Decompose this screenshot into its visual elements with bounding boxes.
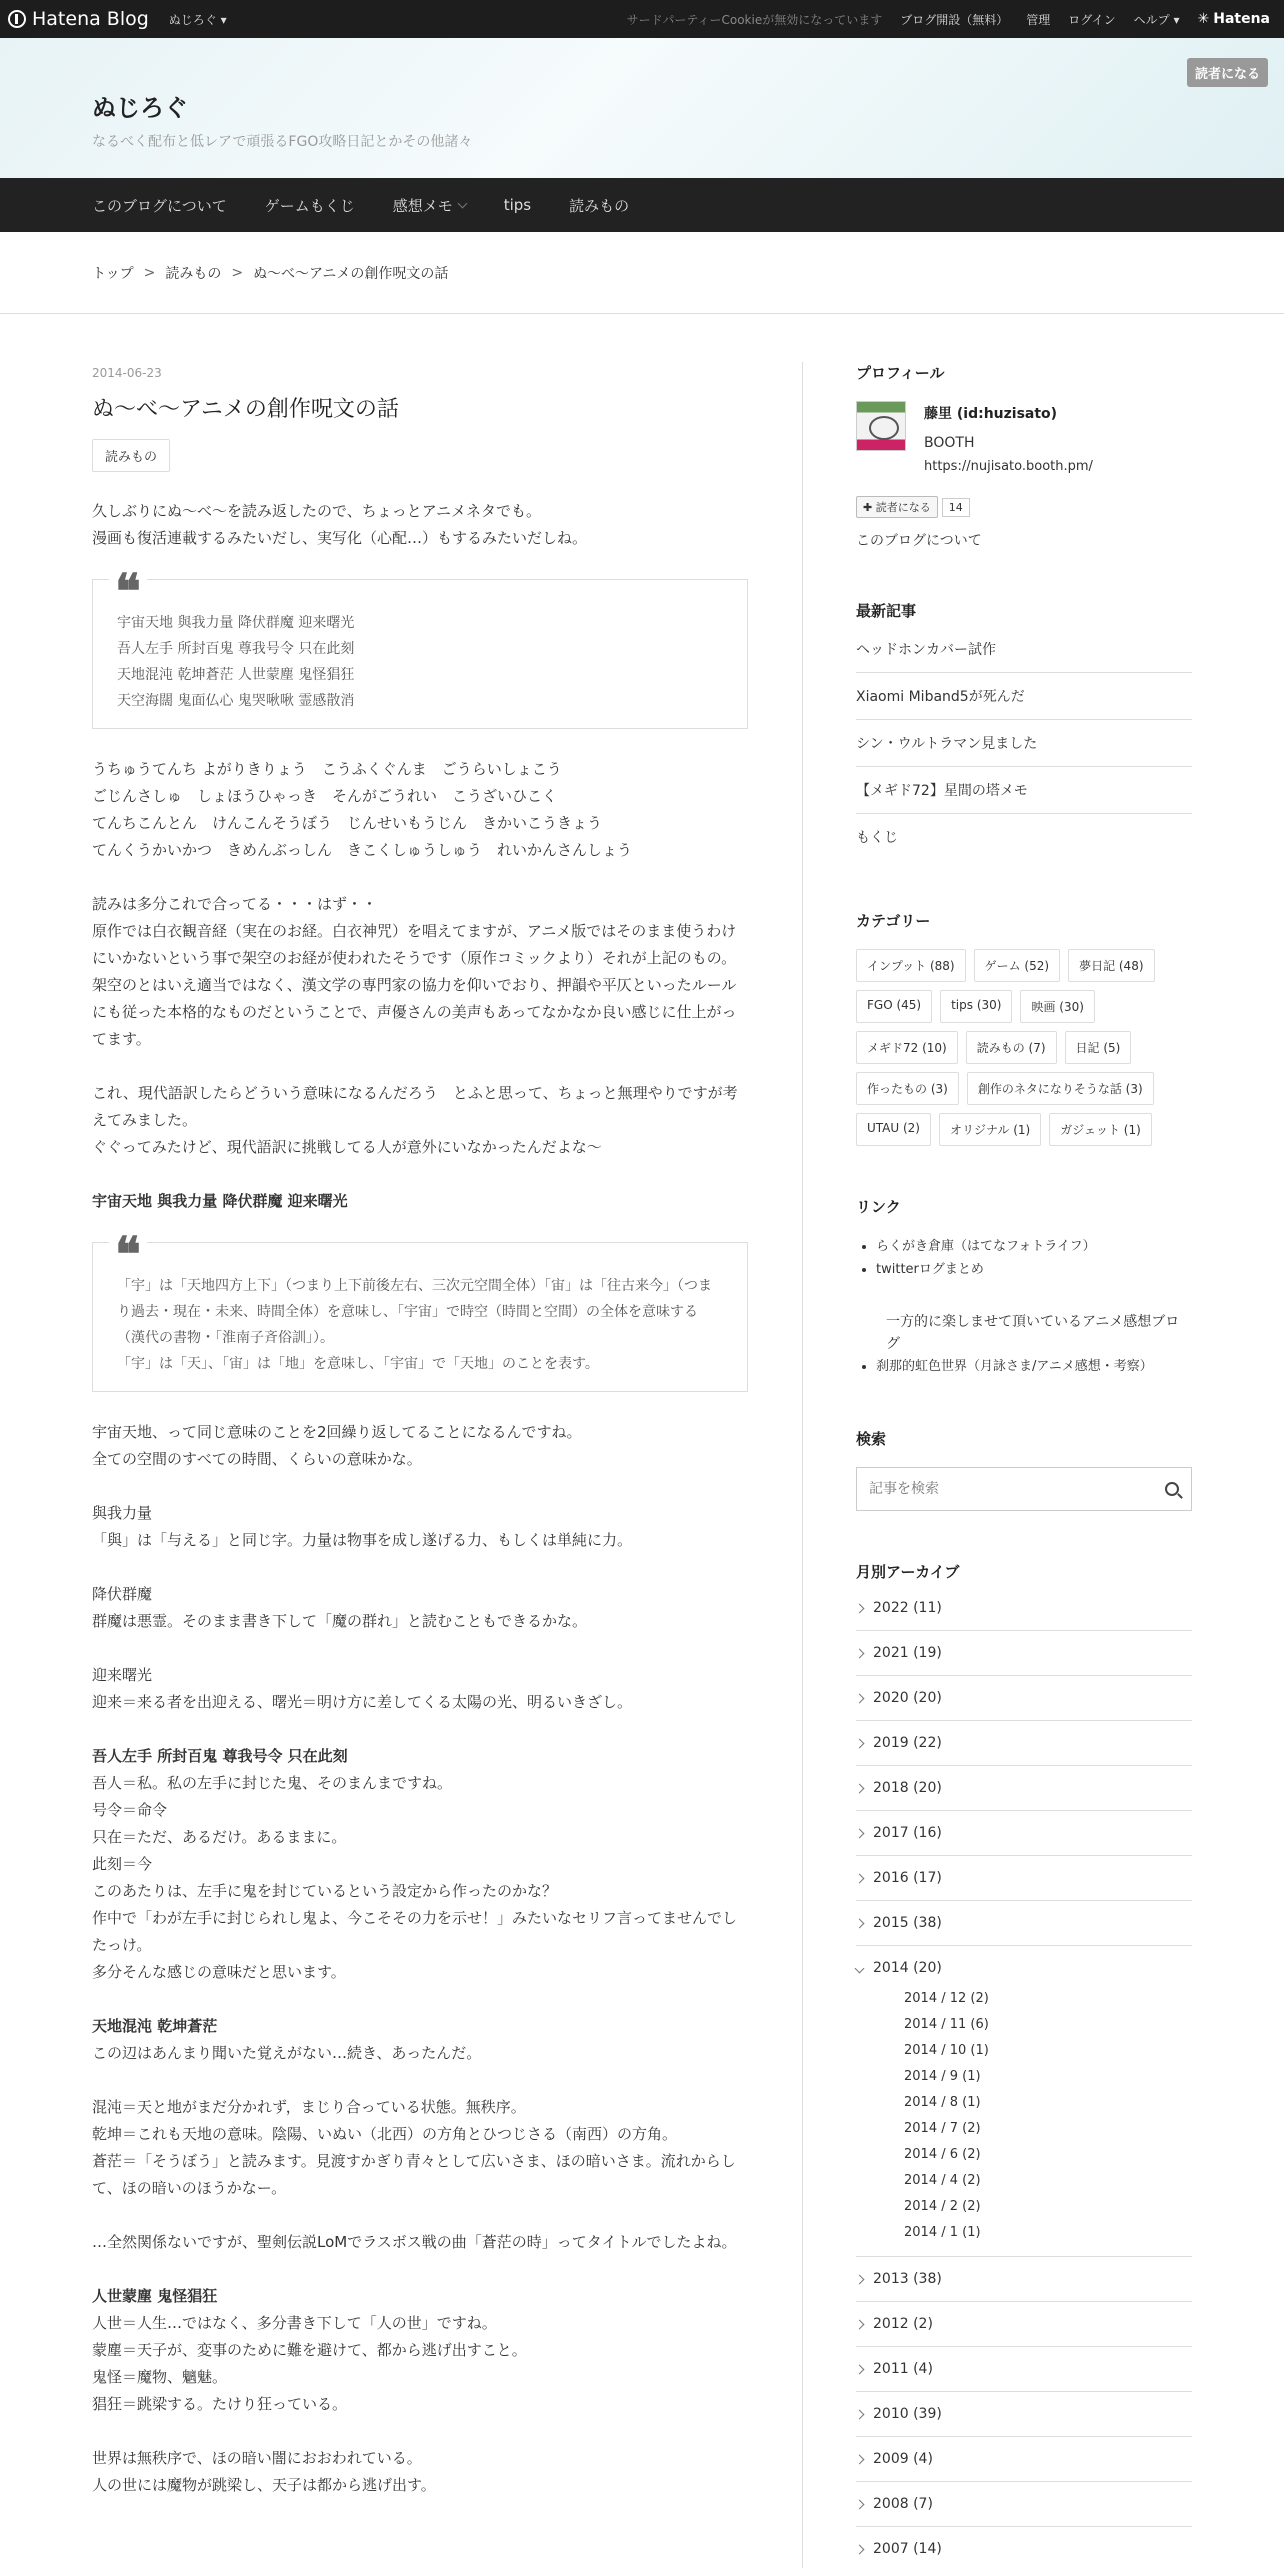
section-heading: 人世蒙塵 鬼怪猖狂 (92, 2287, 218, 2305)
recent-entry-link[interactable]: もくじ (856, 830, 898, 846)
blog-name-menu[interactable]: ぬじろぐ ▾ (168, 12, 227, 27)
chevron-right-icon (855, 1738, 865, 1748)
nav-impressions[interactable]: 感想メモ (393, 195, 466, 216)
archive-month[interactable]: 2014 / 2 (2) (904, 2199, 981, 2214)
paragraph: 読みは多分これで合ってる・・・はず・・ 原作では白衣観音経（実在のお経。白衣神咒）を唱えてますが、アニメ版ではそのまま使うわけにいかないという事で架空のお経が使われたそうです（原作コミックより）それが上記のもの。 架空のとはいえ適当ではなく、漢文学の専門家の協力を仰いでおり、押韻や平仄といったルールにも従った本格的なものだということで、声優さんの美声もあってなかなか良い感じに仕上がってます。 (92, 895, 737, 1048)
section-heading: 宇宙天地 與我力量 降伏群魔 迎来曙光 (92, 1192, 348, 1210)
avatar[interactable] (856, 401, 906, 451)
archive-year[interactable]: 2018 (20) (856, 1766, 1192, 1811)
archive-month[interactable]: 2014 / 4 (2) (904, 2173, 981, 2188)
module-title: 最新記事 (856, 602, 917, 620)
breadcrumb-current: ぬ〜べ〜アニメの創作呪文の話 (253, 265, 449, 282)
section-heading: 吾人左手 所封百鬼 尊我号令 只在此刻 (92, 1747, 348, 1765)
sidebar (856, 362, 1192, 2568)
category-tag[interactable]: 映画 (30) (1020, 990, 1094, 1023)
help-menu[interactable]: ヘルプ ▾ (1133, 12, 1180, 27)
chevron-right-icon (855, 1918, 865, 1928)
archive-month[interactable]: 2014 / 11 (6) (904, 2017, 989, 2032)
module-title: カテゴリー (856, 912, 931, 930)
category-tag[interactable]: 夢日記 (48) (1068, 949, 1154, 982)
category-tag[interactable]: 読みもの (7) (966, 1031, 1057, 1064)
admin-link[interactable]: 管理 (1026, 12, 1051, 27)
links-module (856, 1196, 1192, 1378)
external-link[interactable]: twitterログまとめ (876, 1262, 984, 1277)
chevron-right-icon (855, 1648, 865, 1658)
chevron-right-icon (855, 2499, 865, 2509)
chevron-right-icon (855, 1828, 865, 1838)
archive-year[interactable]: 2022 (11) (856, 1600, 1192, 1631)
module-title: 月別アーカイブ (856, 1563, 960, 1581)
breadcrumb-category[interactable]: 読みもの (165, 265, 222, 282)
archive-month[interactable]: 2014 / 6 (2) (904, 2147, 981, 2162)
category-tag[interactable]: 創作のネタになりそうな話 (3) (967, 1072, 1154, 1105)
external-link[interactable]: 刹那的虹色世界（月詠さま/アニメ感想・考察） (876, 1359, 1153, 1374)
archive-month[interactable]: 2014 / 7 (2) (904, 2121, 981, 2136)
paragraph: うちゅうてんち よがりきりょう こうふくぐんま ごうらいしょこう ごじんさしゅ しょほうひゃっき そんがごうれい こうざいひこく てんちこんとん けんこんそうぼう じんせいもうじん きかいこうきょう てんくうかいかつ きめんぶっしん きこくしゅうしゅう れいかんさんしょう (92, 760, 633, 859)
nav-tips[interactable]: tips (503, 196, 532, 214)
chevron-right-icon (855, 2409, 865, 2419)
paragraph: 與我力量 「與」は「与える」と同じ字。力量は物事を成し遂げる力、もしくは単純に力。 (92, 1504, 633, 1549)
archive-year[interactable]: 2012 (2) (856, 2302, 1192, 2347)
entry-title[interactable]: ぬ〜べ〜アニメの創作呪文の話 (92, 397, 399, 422)
search-box (856, 1467, 1192, 1511)
profile-name[interactable]: 藤里 (id:huzisato) (924, 406, 1058, 422)
archive-year[interactable]: 2016 (17) (856, 1856, 1192, 1901)
chevron-right-icon (855, 2364, 865, 2374)
blog-title[interactable]: ぬじろぐ (92, 94, 188, 122)
nav-game-index[interactable]: ゲームもくじ (264, 196, 355, 215)
category-tag[interactable]: ゲーム (52) (974, 949, 1060, 982)
cookie-notice: サードパーティーCookieが無効になっています (626, 12, 883, 27)
archive-year[interactable]: 2010 (39) (856, 2392, 1192, 2437)
archive-year[interactable]: 2015 (38) (856, 1901, 1192, 1946)
paragraph: 降伏群魔 群魔は悪霊。そのまま書き下して「魔の群れ」と読むこともできるかな。 (92, 1585, 588, 1630)
paragraph: 世界は無秩序で、ほの暗い闇におおわれている。 人の世には魔物が跳梁し、天子は都から逃げ出す。 (92, 2449, 436, 2494)
module-title: プロフィール (856, 364, 945, 382)
blog-header (0, 38, 1284, 178)
category-module (856, 910, 1192, 1146)
paragraph: 混沌＝天と地がまだ分かれず，まじり合っている状態。無秩序。 乾坤＝これも天地の意味。陰陽、いぬい（北西）の方角とひつじさる（南西）の方角。 蒼茫＝「そうぼう」と読みます。見渡すかぎり青々として広いさま、ほの暗いさま。流れからして、ほの暗いのほうかなー。 (92, 2098, 736, 2197)
blog-description: なるべく配布と低レアで頑張るFGO攻略日記とかその他諸々 (92, 134, 473, 150)
archive-month[interactable]: 2014 / 8 (1) (904, 2095, 981, 2110)
archive-year[interactable]: 2011 (4) (856, 2347, 1192, 2392)
search-module (856, 1428, 1192, 1511)
archive-year[interactable]: 2020 (20) (856, 1676, 1192, 1721)
module-title: リンク (856, 1198, 901, 1216)
quote-icon: ❝ (109, 1231, 147, 1265)
entry-date[interactable]: 2014-06-23 (92, 366, 162, 380)
archive-year[interactable]: 2008 (7) (856, 2482, 1192, 2527)
archive-year-open[interactable]: 2014 (20) (856, 1946, 1192, 1982)
global-header (0, 0, 1284, 38)
entry-article (92, 314, 748, 2526)
chevron-down-icon (855, 1963, 865, 1973)
profile-booth-link[interactable]: https://nujisato.booth.pm/ (924, 459, 1093, 474)
content-layout (0, 314, 1284, 2557)
profile-booth: BOOTH (924, 435, 975, 451)
paragraph: …全然関係ないですが、聖剣伝説LoMでラスボス戦の曲「蒼茫の時」ってタイトルでしたよね。 (92, 2233, 737, 2251)
category-tag[interactable]: ガジェット (1) (1049, 1113, 1152, 1146)
category-tag[interactable]: tips (30) (940, 990, 1012, 1023)
recent-entries-module (856, 600, 1192, 860)
paragraph: 人世蒙塵 鬼怪猖狂 人世＝人生…ではなく、多分書き下して「人の世」ですね。 蒙塵＝天子が、変事のために難を避けて、都から逃げ出すこと。 鬼怪＝魔物、魑魅。 猖狂＝跳梁する。たけり狂っている。 (92, 2287, 527, 2413)
blockquote: ❝ 宇宙天地 與我力量 降伏群魔 迎来曙光 吾人左手 所封百鬼 尊我号令 只在此刻 天地混沌 乾坤蒼茫 人世蒙塵 鬼怪猖狂 天空海闊 鬼面仏心 鬼哭啾啾 霊感散消 (92, 579, 748, 729)
module-title: 検索 (856, 1430, 887, 1448)
chevron-right-icon (855, 2544, 865, 2554)
category-nav (0, 178, 1284, 232)
category-tag[interactable]: インプット (88) (856, 949, 966, 982)
category-tag[interactable]: メギド72 (10) (856, 1031, 958, 1064)
paragraph: これ、現代語訳したらどういう意味になるんだろう とふと思って、ちょっと無理やりですが考えてみました。 ぐぐってみたけど、現代語訳に挑戦してる人が意外にいなかったんだよな〜 (92, 1084, 738, 1156)
archive-year[interactable]: 2017 (16) (856, 1811, 1192, 1856)
paragraph: 迎来曙光 迎来＝来る者を出迎える、曙光＝明け方に差してくる太陽の光、明るいきざし。 (92, 1666, 633, 1711)
open-blog-link[interactable]: ブログ開設（無料） (900, 12, 1009, 27)
recent-entry-link[interactable]: ヘッドホンカバー試作 (856, 639, 1192, 673)
category-tag[interactable]: 日記 (5) (1065, 1031, 1132, 1064)
chevron-right-icon (855, 1783, 865, 1793)
recent-entry-link[interactable]: Xiaomi Miband5が死んだ (856, 673, 1192, 720)
hatena-link[interactable]: ✳ Hatena (1197, 11, 1270, 27)
category-tag[interactable]: FGO (45) (856, 990, 932, 1023)
category-tag[interactable]: UTAU (2) (856, 1113, 931, 1146)
paragraph: 宇宙天地、って同じ意味のことを2回繰り返してることになるんですね。 全ての空間のすべての時間、くらいの意味かな。 (92, 1423, 582, 1468)
archive-month[interactable]: 2014 / 9 (1) (904, 2069, 981, 2084)
quote-icon: ❝ (109, 568, 147, 602)
subscribe-row (856, 496, 1192, 518)
archive-year[interactable]: 2007 (14) (856, 2527, 1192, 2568)
paragraph: 吾人左手 所封百鬼 尊我号令 只在此刻 吾人＝私。私の左手に封じた鬼、そのまんまですね。 号令＝命令 只在＝ただ、あるだけ。あるままに。 此刻＝今 このあたりは、左手に鬼を封じているという設定から作ったのかな？ 作中で「わが左手に封じられし鬼よ、今こそその力を示せ！」みたいなセリフ言ってませんでしたっけ。 多分そんな感じの意味だと思います。 (92, 1747, 738, 1981)
global-header-right (627, 0, 1270, 38)
hatena-asterisk-icon: ✳ (1197, 11, 1210, 27)
archive-year[interactable]: 2021 (19) (856, 1631, 1192, 1676)
chevron-right-icon (855, 2319, 865, 2329)
entry-category-tag[interactable]: 読みもの (92, 439, 170, 472)
category-tag[interactable]: 作ったもの (3) (856, 1072, 959, 1105)
archive-year[interactable]: 2019 (22) (856, 1721, 1192, 1766)
paragraph: 天地混沌 乾坤蒼茫 この辺はあんまり聞いた覚えがない…続き、あったんだ。 (92, 2017, 482, 2062)
nav-about[interactable]: このブログについて (92, 196, 227, 215)
archive-month[interactable]: 2014 / 10 (1) (904, 2043, 989, 2058)
hatena-logo-icon (8, 10, 26, 28)
subscriber-count[interactable]: 14 (942, 498, 970, 517)
sidebar-subscribe-button[interactable]: ✚ 読者になる (856, 496, 938, 518)
breadcrumb: トップ > 読みもの > ぬ〜べ〜アニメの創作呪文の話 (0, 232, 1284, 314)
archive-year[interactable]: 2013 (38) (856, 2257, 1192, 2302)
blockquote: ❝ 「宇」は「天地四方上下」（つまり上下前後左右、三次元空間全体）「宙」は「往古来今」（つまり過去・現在・未来、時間全体）を意味し、「宇宙」で時空（時間と空間）の全体を意味する（漢代の書物・「淮南子斉俗訓」）。 「宇」は「天」、「宙」は「地」を意味し、「宇宙」で「天地」のことを表す。 (92, 1242, 748, 1392)
archive-month-list (856, 1982, 1192, 2257)
entry-content (92, 498, 748, 2499)
archive-year[interactable]: 2009 (4) (856, 2437, 1192, 2482)
search-icon[interactable] (1165, 1482, 1179, 1496)
chevron-right-icon (855, 2274, 865, 2284)
chevron-right-icon (855, 1603, 865, 1613)
links-note: 一方的に楽しませて頂いているアニメ感想ブログ (886, 1314, 1180, 1352)
hatena-blog-logo[interactable]: Hatena Blog (8, 8, 149, 30)
chevron-right-icon (855, 1873, 865, 1883)
archive-month[interactable]: 2014 / 12 (2) (904, 1991, 989, 2006)
recent-entry-link[interactable]: 【メギド72】星間の塔メモ (856, 767, 1192, 814)
chevron-right-icon (855, 1693, 865, 1703)
about-blog-link[interactable]: このブログについて (856, 533, 982, 549)
search-input[interactable] (869, 1481, 1149, 1497)
profile-module (856, 362, 1192, 550)
recent-entry-link[interactable]: シン・ウルトラマン見ました (856, 720, 1192, 767)
archive-module (856, 1561, 1192, 2568)
external-link[interactable]: らくがき倉庫（はてなフォトライフ） (876, 1239, 1096, 1254)
paragraph: 久しぶりにぬ〜べ〜を読み返したので、ちょっとアニメネタでも。 漫画も復活連載するみたいだし、実写化（心配…）もするみたいだしね。 (92, 502, 588, 547)
login-link[interactable]: ログイン (1068, 12, 1116, 27)
column-divider (802, 362, 803, 2568)
subscribe-button[interactable]: 読者になる (1187, 58, 1268, 87)
breadcrumb-top[interactable]: トップ (92, 265, 134, 282)
chevron-right-icon (855, 2454, 865, 2464)
section-heading: 天地混沌 乾坤蒼茫 (92, 2017, 218, 2035)
chevron-down-icon (457, 198, 467, 208)
category-tag[interactable]: オリジナル (1) (939, 1113, 1041, 1146)
archive-month[interactable]: 2014 / 1 (1) (904, 2225, 981, 2240)
nav-reading[interactable]: 読みもの (569, 196, 630, 215)
